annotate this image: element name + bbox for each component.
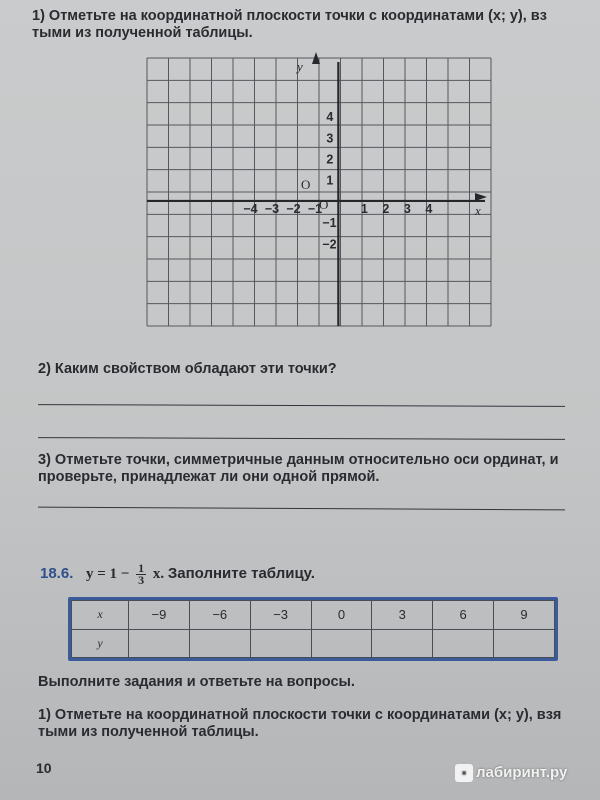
y-tick-label: −2: [322, 237, 337, 252]
y-tick-label: 2: [326, 152, 334, 167]
watermark-text: лабиринт.ру: [476, 764, 568, 781]
task-1-line-1: 1) Отметьте на координатной плоскости точки с координатами (x; y), вз: [32, 8, 547, 24]
x-tick-label: −1: [307, 201, 323, 216]
y-cell[interactable]: [372, 629, 433, 658]
y-cell[interactable]: [129, 629, 190, 658]
task-3-line-2: проверьте, принадлежат ли они одной прямой.: [38, 469, 380, 485]
instructions-heading: Выполните задания и ответьте на вопросы.: [38, 674, 355, 690]
page-number: 10: [36, 760, 52, 776]
y-tick-label: 3: [326, 131, 334, 146]
exercise-instruction: Заполните таблицу.: [167, 564, 315, 582]
row-header-y: y: [72, 629, 129, 658]
y-cell[interactable]: [250, 629, 311, 658]
fraction-numerator: 1: [138, 561, 145, 575]
task-4-line-2: тыми из полученной таблицы.: [38, 724, 259, 740]
y-tick-label: 1: [326, 173, 334, 188]
x-cell: 3: [372, 601, 433, 630]
x-tick-label: 4: [425, 201, 433, 216]
x-cell: 6: [433, 601, 494, 630]
x-axis-arrow-icon: [475, 193, 487, 201]
x-cell: −6: [189, 601, 250, 630]
answer-line-3[interactable]: [38, 507, 565, 511]
exercise-equation: [86, 563, 315, 586]
value-table: [68, 597, 558, 661]
row-header-x: x: [72, 601, 129, 630]
coordinate-grid: [147, 58, 491, 326]
y-axis-label: y: [297, 59, 303, 74]
task-2-question: 2) Каким свойством обладают эти точки?: [38, 361, 337, 377]
equation-left: y = 1 −: [86, 565, 130, 582]
y-cell[interactable]: [189, 629, 250, 658]
origin-label: O: [301, 177, 311, 192]
x-tick-label: −4: [243, 201, 258, 216]
table-row-x: [72, 601, 555, 630]
x-tick-label: 3: [403, 201, 411, 216]
y-cell[interactable]: [433, 629, 494, 658]
book-icon: ▪: [455, 764, 473, 782]
x-cell: 9: [494, 601, 555, 630]
answer-line-2[interactable]: [38, 437, 565, 440]
x-tick-label: −3: [264, 201, 280, 216]
x-tick-label: −2: [286, 201, 301, 216]
y-cell[interactable]: [494, 629, 555, 658]
x-cell: 0: [311, 601, 372, 630]
exercise-number: 18.6.: [40, 565, 74, 582]
answer-line-1[interactable]: [38, 404, 565, 407]
task-4-line-1: 1) Отметьте на координатной плоскости точки с координатами (x; y), взя: [38, 707, 562, 723]
task-1-line-2: тыми из полученной таблицы.: [32, 25, 253, 41]
fraction-denominator: 3: [138, 573, 145, 587]
x-cell: −3: [250, 601, 311, 630]
origin-label-below: O: [319, 197, 329, 212]
y-tick-label: 4: [326, 110, 334, 125]
x-tick-label: 2: [382, 201, 390, 216]
watermark-logo: [455, 764, 567, 782]
x-axis-label: x: [475, 203, 481, 218]
task-3-line-1: 3) Отметьте точки, симметричные данным относительно оси ординат, и: [38, 452, 559, 468]
equation-right: x.: [152, 565, 165, 582]
table-row-y: [72, 629, 555, 658]
y-cell[interactable]: [311, 629, 372, 658]
x-cell: −9: [129, 601, 190, 630]
x-tick-label: 1: [360, 201, 368, 216]
equation-fraction: [136, 563, 146, 586]
y-tick-label: −1: [322, 216, 337, 231]
